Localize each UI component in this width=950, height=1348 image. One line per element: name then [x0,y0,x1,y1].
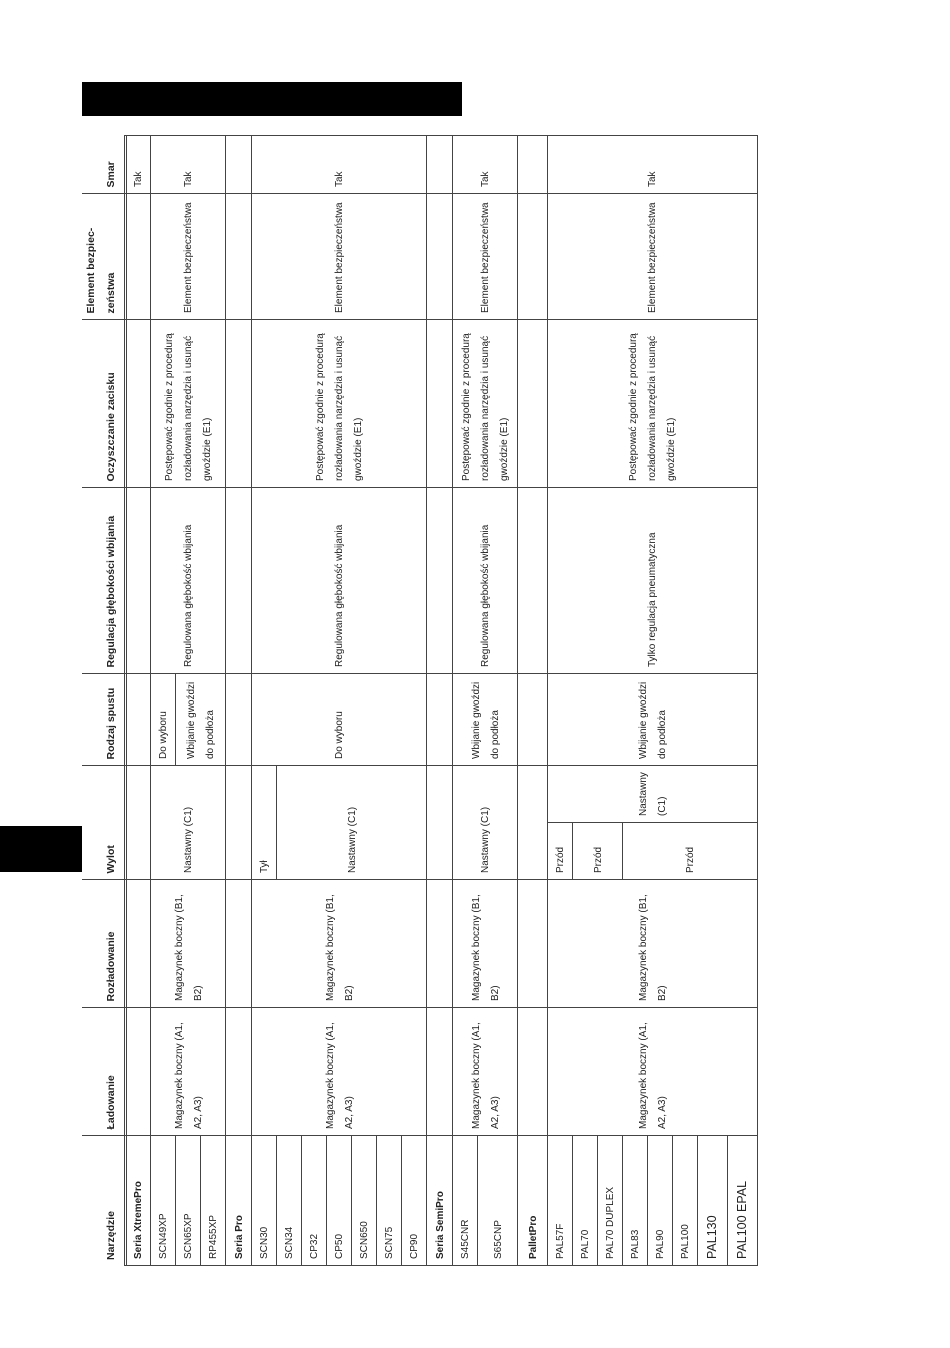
jam-cell: Postępować zgodnie z procedurą rozładowania narzędzia i usunąć gwoździe (E1) [548,320,758,488]
safety-cell: Element bezpieczeństwa [453,194,518,320]
unloading-cell: Magazynek boczny (B1, B2) [151,880,226,1008]
outlet-cell: Nastawny (C1) [151,766,226,880]
trigger-cell: Wbijanie gwoździ do podłoża [548,674,758,766]
trigger-cell: Do wyboru [151,674,176,766]
outlet-cell: Nastawny (C1) [453,766,518,880]
table-header-column [82,136,124,1266]
tool-name: SCN650 [352,1136,377,1266]
header-jam: Oczyszczanie zacisku [82,320,126,488]
outlet-cell: Nastawny (C1) [277,766,427,880]
grease-cell: Tak [125,136,151,194]
header-unloading: Rozładowanie [82,880,126,1008]
header-grease: Smar [82,136,126,194]
section-row-xtreme [125,136,151,1266]
header-safety: Element bezpiec-zeństwa [82,194,126,320]
grease-cell: Tak [548,136,758,194]
section-title: Seria SemiPro [427,1136,453,1266]
tool-name: SCN75 [377,1136,402,1266]
tool-name: S65CNP [478,1136,518,1266]
unloading-cell: Magazynek boczny (B1, B2) [252,880,427,1008]
unloading-cell: Magazynek boczny (B1, B2) [548,880,758,1008]
tools-table [124,136,758,1266]
tool-name: PAL90 [648,1136,673,1266]
outlet-cell: Tył [252,766,277,880]
section-title: Seria Pro [226,1136,252,1266]
header-bar [82,82,462,116]
tool-name: SCN34 [277,1136,302,1266]
trigger-cell: Do wyboru [252,674,427,766]
tool-name: SCN30 [252,1136,277,1266]
section-tab [0,826,82,872]
jam-cell: Postępować zgodnie z procedurą rozładowania narzędzia i usunąć gwoździe (E1) [252,320,427,488]
header-trigger: Rodzaj spustu [82,674,126,766]
safety-cell: Element bezpieczeństwa [548,194,758,320]
depth-cell: Regulowana głębokość wbijania [453,488,518,674]
trigger-cell: Wbijanie gwoździ do podłoża [176,674,226,766]
table-row [252,136,277,1266]
outlet-cell: Nastawny (C1) [548,766,758,823]
loading-cell: Magazynek boczny (A1, A2, A3) [252,1008,427,1136]
depth-cell: Tylko regulacja pneumatyczna [548,488,758,674]
tool-name: PAL57F [548,1136,573,1266]
tool-name: PAL70 [573,1136,598,1266]
outlet-cell: Przód [623,823,758,880]
jam-cell: Postępować zgodnie z procedurą rozładowania narzędzia i usunąć gwoździe (E1) [151,320,226,488]
section-row-pro [226,136,252,1266]
loading-cell: Magazynek boczny (A1, A2, A3) [453,1008,518,1136]
tool-name: PAL83 [623,1136,648,1266]
loading-cell: Magazynek boczny (A1, A2, A3) [548,1008,758,1136]
section-title: PalletPro [518,1136,548,1266]
outlet-cell: Przód [548,823,573,880]
safety-cell: Element bezpieczeństwa [252,194,427,320]
table-row [151,136,176,1266]
section-row-pallet [518,136,548,1266]
tool-name: CP32 [302,1136,327,1266]
grease-cell: Tak [252,136,427,194]
table-row [453,136,478,1266]
unloading-cell: Magazynek boczny (B1, B2) [453,880,518,1008]
header-tool: Narzędzie [82,1136,126,1266]
tool-name: PAL70 DUPLEX [598,1136,623,1266]
tool-name: PAL130 [698,1136,728,1266]
grease-cell: Tak [453,136,518,194]
header-outlet: Wylot [82,766,126,880]
loading-cell: Magazynek boczny (A1, A2, A3) [151,1008,226,1136]
tool-name: SCN49XP [151,1136,176,1266]
section-title: Seria XtremePro [125,1136,151,1266]
tool-name: CP50 [327,1136,352,1266]
tool-name: PAL100 [673,1136,698,1266]
header-loading: Ładowanie [82,1008,126,1136]
tool-name: S45CNR [453,1136,478,1266]
tool-name: PAL100 EPAL [727,1136,757,1266]
jam-cell: Postępować zgodnie z procedurą rozładowania narzędzia i usunąć gwoździe (E1) [453,320,518,488]
tool-name: CP90 [402,1136,427,1266]
tool-name: RP455XP [201,1136,226,1266]
outlet-cell: Przód [573,823,623,880]
trigger-cell: Wbijanie gwoździ do podłoża [453,674,518,766]
grease-cell: Tak [151,136,226,194]
depth-cell: Regulowana głębokość wbijania [252,488,427,674]
section-row-semi [427,136,453,1266]
table-row [548,136,573,1266]
depth-cell: Regulowana głębokość wbijania [151,488,226,674]
tool-name: SCN65XP [176,1136,201,1266]
safety-cell: Element bezpieczeństwa [151,194,226,320]
header-depth: Regulacja głębokości wbijania [82,488,126,674]
